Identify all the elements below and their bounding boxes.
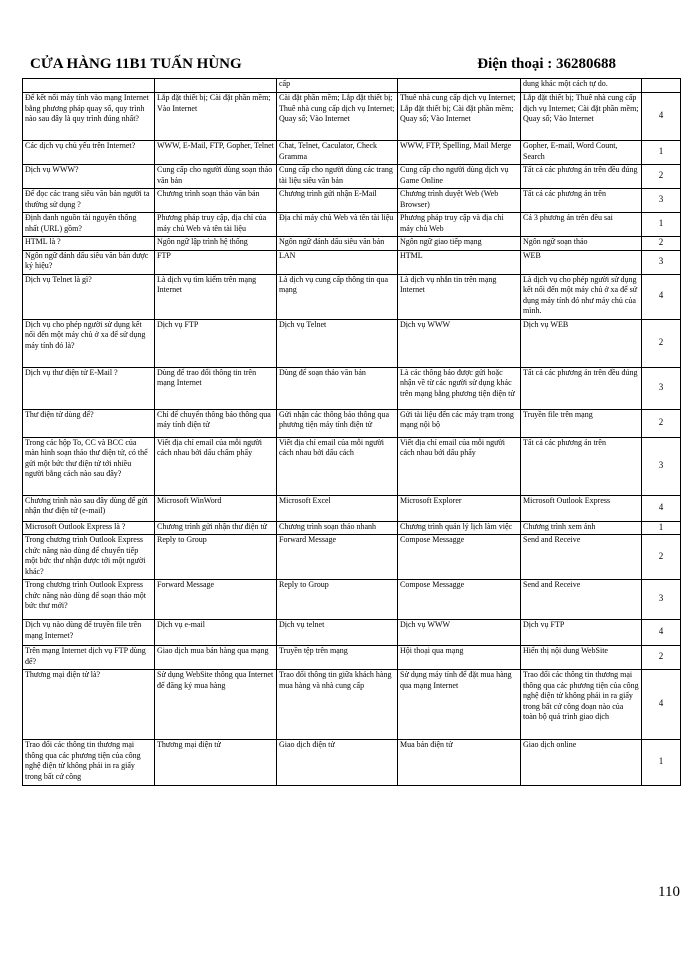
option-b-cell: Địa chỉ máy chủ Web và tên tài liệu (277, 213, 398, 237)
option-b-cell: Gửi nhận các thông báo thông qua phương tiện máy tính điện tử (277, 409, 398, 437)
table-row (23, 437, 681, 495)
question-cell (23, 79, 155, 93)
table-row (23, 141, 681, 165)
option-d-cell: Tất cả các phương án trên đều đúng (521, 165, 642, 189)
question-cell: Trong chương trình Outlook Express chức năng nào dùng để chuyển tiếp một bức thư nhận được tới một người khác? (23, 535, 155, 580)
table-row (23, 274, 681, 319)
option-b-cell: Ngôn ngữ đánh dấu siêu văn bản (277, 237, 398, 251)
option-a-cell: Cung cấp cho người dùng soạn thảo văn bản (155, 165, 277, 189)
option-a-cell: Viết địa chỉ email của mỗi người cách nhau bởi dấu chấm phẩy (155, 437, 277, 495)
option-c-cell: Sử dụng máy tính để đặt mua hàng qua mạng Internet (398, 670, 521, 740)
answer-cell: 1 (642, 521, 681, 535)
option-d-cell: Trao đổi các thông tin thương mại thông qua các phương tiện của công nghệ điện tử không phải in ra giấy trong bất cứ công đoạn nào của toàn bộ quá trình giao dịch (521, 670, 642, 740)
option-a-cell: Forward Message (155, 580, 277, 620)
option-d-cell: Hiển thị nội dung WebSite (521, 646, 642, 670)
option-c-cell: Phương pháp truy cập và địa chỉ máy chủ Web (398, 213, 521, 237)
option-d-cell: Dịch vụ WEB (521, 319, 642, 367)
table-row (23, 319, 681, 367)
phone-number: Điện thoại : 36280688 (477, 56, 616, 72)
question-cell: Chương trình nào sau đây dùng để gửi nhận thư điện tử (e-mail) (23, 495, 155, 521)
answer-cell: 3 (642, 250, 681, 274)
option-d-cell: Send and Receive (521, 535, 642, 580)
option-a-cell: Dùng để trao đổi thông tin trên mạng Internet (155, 367, 277, 409)
option-b-cell: Cung cấp cho người dùng các trang tài liệu siêu văn bản (277, 165, 398, 189)
question-cell: Dịch vụ Telnet là gì? (23, 274, 155, 319)
page-header (22, 56, 678, 78)
option-b-cell: cấp (277, 79, 398, 93)
question-cell: Ngôn ngữ đánh dấu siêu văn bản được ký hiệu? (23, 250, 155, 274)
option-b-cell: Giao dịch điện tử (277, 740, 398, 786)
option-d-cell: Truyền file trên mạng (521, 409, 642, 437)
answer-cell: 1 (642, 141, 681, 165)
option-a-cell: Lắp đặt thiết bị; Cài đặt phần mềm; Vào Internet (155, 93, 277, 141)
answer-cell: 4 (642, 620, 681, 646)
option-d-cell: Tất cả các phương án trên (521, 437, 642, 495)
option-c-cell: Dịch vụ WWW (398, 319, 521, 367)
option-b-cell: Forward Message (277, 535, 398, 580)
option-b-cell: Reply to Group (277, 580, 398, 620)
option-b-cell: Chương trình gửi nhận E-Mail (277, 189, 398, 213)
option-a-cell: Reply to Group (155, 535, 277, 580)
option-b-cell: Viết địa chỉ email của mỗi người cách nhau bởi dấu cách (277, 437, 398, 495)
option-b-cell: Cài đặt phần mềm; Lắp đặt thiết bị; Thuê nhà cung cấp dịch vụ Internet; Quay số; Vào Internet (277, 93, 398, 141)
question-cell: Microsoft Outlook Express là ? (23, 521, 155, 535)
question-cell: Định danh nguồn tài nguyên thống nhất (URL) gồm? (23, 213, 155, 237)
question-cell: Trao đổi các thông tin thương mại thông qua các phương tiện của công nghệ điện tử không phải in ra giấy trong bất cứ công (23, 740, 155, 786)
option-b-cell: Dịch vụ telnet (277, 620, 398, 646)
option-c-cell: Là các thông báo được gửi hoặc nhận về từ các người sử dụng khác trên mạng bằng phương tiện điện tử (398, 367, 521, 409)
option-a-cell (155, 79, 277, 93)
option-b-cell: Dùng để soạn thảo văn bản (277, 367, 398, 409)
option-d-cell: Là dịch vụ cho phép người sử dụng kết nối đến một máy chủ ở xa để sử dụng máy tính đó như máy chủ của mình. (521, 274, 642, 319)
question-table (22, 78, 681, 786)
table-row (23, 409, 681, 437)
table-row (23, 580, 681, 620)
option-b-cell: Là dịch vụ cung cấp thông tin qua mạng (277, 274, 398, 319)
question-cell: Để kết nối máy tính vào mạng Internet bằng phương pháp quay số, quy trình nào sau đây là quy trình đúng nhất? (23, 93, 155, 141)
question-cell: Dịch vụ WWW? (23, 165, 155, 189)
option-c-cell (398, 79, 521, 93)
answer-cell: 3 (642, 437, 681, 495)
table-row (23, 521, 681, 535)
option-d-cell: Tất cả các phương án trên (521, 189, 642, 213)
answer-cell: 3 (642, 580, 681, 620)
option-b-cell: Microsoft Excel (277, 495, 398, 521)
option-c-cell: Chương trình duyệt Web (Web Browser) (398, 189, 521, 213)
option-d-cell: Lắp đặt thiết bị; Thuê nhà cung cấp dịch vụ Internet; Cài đặt phần mềm; Quay số; Vào Internet (521, 93, 642, 141)
question-cell: Thương mại điện tử là? (23, 670, 155, 740)
option-c-cell: Thuê nhà cung cấp dịch vụ Internet; Lắp đặt thiết bị; Cài đặt phần mềm; Quay số; Vào Internet (398, 93, 521, 141)
option-a-cell: Chương trình soạn thảo văn bản (155, 189, 277, 213)
answer-cell: 2 (642, 319, 681, 367)
table-row (23, 79, 681, 93)
option-c-cell: Là dịch vụ nhắn tin trên mạng Internet (398, 274, 521, 319)
option-c-cell: Microsoft Explorer (398, 495, 521, 521)
option-d-cell: Tất cả các phương án trên đều đúng (521, 367, 642, 409)
option-c-cell: Viết địa chỉ email của mỗi người cách nhau bởi dấu phẩy (398, 437, 521, 495)
option-c-cell: Ngôn ngữ giao tiếp mạng (398, 237, 521, 251)
option-a-cell: Dịch vụ e-mail (155, 620, 277, 646)
question-table-body (23, 79, 681, 786)
table-row (23, 367, 681, 409)
question-cell: Trong chương trình Outlook Express chức năng nào dùng để soạn thảo một bức thư mới? (23, 580, 155, 620)
answer-cell (642, 79, 681, 93)
answer-cell: 2 (642, 409, 681, 437)
answer-cell: 1 (642, 213, 681, 237)
option-a-cell: Chương trình gửi nhận thư điện tử (155, 521, 277, 535)
option-a-cell: Phương pháp truy cập, địa chỉ của máy chủ Web và tên tài liệu (155, 213, 277, 237)
answer-cell: 2 (642, 535, 681, 580)
question-cell: Trên mạng Internet dịch vụ FTP dùng để? (23, 646, 155, 670)
answer-cell: 1 (642, 740, 681, 786)
table-row (23, 620, 681, 646)
option-c-cell: Hội thoại qua mạng (398, 646, 521, 670)
question-cell: Trong các hộp To, CC và BCC của màn hình soạn thảo thư điện tử, có thể gửi một bức thư điện tử tới nhiều người bằng cách nào sau đây? (23, 437, 155, 495)
option-a-cell: Giao dịch mua bán hàng qua mạng (155, 646, 277, 670)
option-b-cell: LAN (277, 250, 398, 274)
option-b-cell: Dịch vụ Telnet (277, 319, 398, 367)
option-c-cell: Dịch vụ WWW (398, 620, 521, 646)
option-d-cell: WEB (521, 250, 642, 274)
table-row (23, 213, 681, 237)
option-d-cell: Giao dịch online (521, 740, 642, 786)
option-a-cell: FTP (155, 250, 277, 274)
option-c-cell: HTML (398, 250, 521, 274)
table-row (23, 165, 681, 189)
option-d-cell: Microsoft Outlook Express (521, 495, 642, 521)
table-row (23, 670, 681, 740)
option-d-cell: Cả 3 phương án trên đều sai (521, 213, 642, 237)
question-cell: Dịch vụ thư điện tử E-Mail ? (23, 367, 155, 409)
page-number: 110 (658, 884, 680, 900)
question-cell: Các dịch vụ chủ yếu trên Internet? (23, 141, 155, 165)
option-c-cell: WWW, FTP, Spelling, Mail Merge (398, 141, 521, 165)
question-cell: Dịch vụ cho phép người sử dụng kết nối đến một máy chủ ở xa để sử dụng máy tính đó là? (23, 319, 155, 367)
option-c-cell: Compose Messagge (398, 535, 521, 580)
answer-cell: 3 (642, 189, 681, 213)
question-cell: Thư điện tử dùng để? (23, 409, 155, 437)
answer-cell: 4 (642, 670, 681, 740)
shop-name: CỬA HÀNG 11B1 TUẤN HÙNG (30, 56, 242, 72)
option-d-cell: Chương trình xem ảnh (521, 521, 642, 535)
table-row (23, 740, 681, 786)
option-a-cell: Là dịch vụ tìm kiếm trên mạng Internet (155, 274, 277, 319)
table-row (23, 189, 681, 213)
option-b-cell: Chat, Telnet, Caculator, Check Gramma (277, 141, 398, 165)
option-b-cell: Chương trình soạn thảo nhanh (277, 521, 398, 535)
table-row (23, 495, 681, 521)
option-d-cell: dung khác một cách tự do. (521, 79, 642, 93)
option-d-cell: Ngôn ngữ soạn thảo (521, 237, 642, 251)
option-b-cell: Trao đổi thông tin giữa khách hàng mua hàng và nhà cung cấp (277, 670, 398, 740)
table-row (23, 646, 681, 670)
option-c-cell: Compose Messagge (398, 580, 521, 620)
table-row (23, 237, 681, 251)
answer-cell: 2 (642, 646, 681, 670)
option-b-cell: Truyền tệp trên mạng (277, 646, 398, 670)
option-a-cell: Thương mại điện tử (155, 740, 277, 786)
answer-cell: 2 (642, 237, 681, 251)
answer-cell: 2 (642, 165, 681, 189)
table-row (23, 535, 681, 580)
question-cell: Để đọc các trang siêu văn bản người ta thường sử dụng ? (23, 189, 155, 213)
question-cell: Dịch vụ nào dùng để truyền file trên mạng Internet? (23, 620, 155, 646)
option-d-cell: Dịch vụ FTP (521, 620, 642, 646)
answer-cell: 4 (642, 93, 681, 141)
option-c-cell: Gửi tài liệu đến các máy trạm trong mạng nội bộ (398, 409, 521, 437)
option-c-cell: Mua bán điện tử (398, 740, 521, 786)
option-d-cell: Send and Receive (521, 580, 642, 620)
option-a-cell: Ngôn ngữ lập trình hệ thống (155, 237, 277, 251)
question-cell: HTML là ? (23, 237, 155, 251)
answer-cell: 3 (642, 367, 681, 409)
option-a-cell: WWW, E-Mail, FTP, Gopher, Telnet (155, 141, 277, 165)
option-a-cell: Sử dụng WebSite thông qua Internet để đăng ký mua hàng (155, 670, 277, 740)
answer-cell: 4 (642, 274, 681, 319)
option-a-cell: Dịch vụ FTP (155, 319, 277, 367)
option-c-cell: Cung cấp cho người dùng dịch vụ Game Online (398, 165, 521, 189)
answer-cell: 4 (642, 495, 681, 521)
table-row (23, 250, 681, 274)
option-a-cell: Chỉ để chuyển thông báo thông qua máy tính điện tử (155, 409, 277, 437)
option-d-cell: Gopher, E-mail, Word Count, Search (521, 141, 642, 165)
option-c-cell: Chương trình quản lý lịch làm việc (398, 521, 521, 535)
table-row (23, 93, 681, 141)
option-a-cell: Microsoft WinWord (155, 495, 277, 521)
